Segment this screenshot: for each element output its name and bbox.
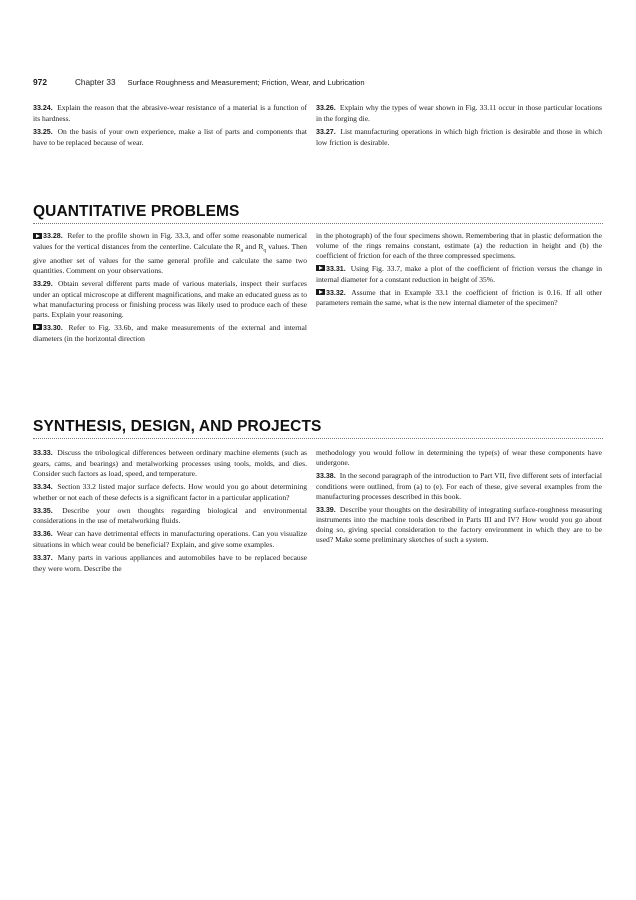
problem-33-33	[33, 448, 307, 479]
problem-33-27	[316, 127, 602, 148]
section-divider	[33, 223, 603, 224]
synthesis-section-heading	[33, 418, 603, 439]
chapter-label: Chapter 33	[74, 78, 116, 87]
problem-number: 33.25.	[33, 127, 53, 136]
quantitative-left-column	[33, 231, 307, 347]
problem-33-28	[33, 231, 307, 276]
problem-33-38	[316, 471, 602, 502]
top-left-column	[33, 103, 307, 151]
problem-number: 33.24.	[33, 104, 53, 112]
problem-text: List manufacturing operations in which high friction is desirable and those in which low friction is desirable.	[316, 126, 602, 147]
quantitative-section-heading	[33, 203, 603, 224]
problem-text: values. Then give another set of values for the same general profile and calculate the same two quantities. Comment on your observations.	[33, 241, 307, 276]
problem-text: In the second paragraph of the introduction to Part VII, five different sets of interfacial conditions were outlined, from (a) to (e). For each of these, give several examples from the manufacturing processes described in this book.	[316, 470, 602, 501]
problem-text: in the photograph) of the four specimens shown. Remembering that in plastic deformation the volume of the rings remains constant, estimate (a) the reduction in height and (b) the coefficient of friction for each of the three compressed specimens.	[316, 231, 602, 260]
top-right-column	[316, 103, 602, 151]
problem-number: 33.37.	[33, 554, 53, 563]
problem-33-31	[316, 264, 602, 285]
problem-text: Describe your own thoughts regarding biological and environmental considerations in the use of metalworking fluids.	[33, 505, 308, 526]
problem-number: 33.26.	[316, 104, 336, 112]
problem-text: Using Fig. 33.7, make a plot of the coefficient of friction versus the change in internal diameter for a constant reduction in height of 35%.	[316, 263, 602, 284]
computer-problem-icon	[316, 289, 325, 295]
section-title: QUANTITATIVE PROBLEMS	[33, 203, 240, 220]
problem-number: 33.29.	[33, 280, 53, 289]
problem-number: 33.39.	[316, 505, 336, 514]
chapter-title: Surface Roughness and Measurement; Friction, Wear, and Lubrication	[127, 78, 365, 87]
synthesis-left-column	[33, 448, 307, 577]
computer-problem-icon	[33, 233, 42, 239]
problem-number: 33.28.	[43, 232, 63, 240]
subscript-q: q	[263, 247, 267, 254]
problem-number: 33.33.	[33, 449, 53, 457]
problem-text: Many parts in various appliances and automobiles have to be replaced because they were worn. Describe the	[33, 553, 307, 574]
problem-text: Describe your thoughts on the desirability of integrating surface-roughness measuring instruments into the machine tools described in Parts III and IV? How would you go about doing so, giving special consideration to the factory environment in which they are to be used? Make some preliminary sketches of such a system.	[316, 504, 603, 545]
problem-text: Refer to the profile shown in Fig. 33.3, and offer some reasonable numerical values for the vertical distances from the centerline. Calculate the R	[33, 231, 307, 251]
problem-number: 33.34.	[33, 482, 53, 491]
problem-number: 33.36.	[33, 530, 53, 539]
problem-33-30	[33, 323, 307, 344]
section-title: SYNTHESIS, DESIGN, AND PROJECTS	[33, 418, 322, 435]
computer-problem-icon	[33, 324, 42, 330]
problem-33-36	[33, 529, 307, 550]
quantitative-right-column	[316, 231, 602, 311]
page-number: 972	[33, 77, 47, 87]
problem-33-35	[33, 506, 307, 527]
problem-33-39	[316, 505, 602, 546]
problem-text: Explain the reason that the abrasive-wear resistance of a material is a function of its hardness.	[33, 103, 307, 123]
problem-number: 33.38.	[316, 471, 336, 480]
problem-33-30-continued	[316, 231, 602, 261]
problem-number: 33.27.	[316, 127, 336, 136]
problem-33-34	[33, 482, 307, 503]
problem-number: 33.35.	[33, 506, 53, 515]
problem-33-24	[33, 103, 307, 124]
problem-number: 33.31.	[326, 264, 346, 273]
problem-text: On the basis of your own experience, make a list of parts and components that have to be replaced because of wear.	[33, 126, 307, 147]
running-header	[33, 77, 603, 91]
problem-text: Obtain several different parts made of various materials, inspect their surfaces under an optical microscope at different magnifications, and make an educated guess as to what manufacturing process or finishing process was likely used to produce each of these parts. Explain your reasoning.	[33, 279, 307, 319]
problem-text: and R	[243, 241, 264, 251]
problem-text: Refer to Fig. 33.6b, and make measurements of the external and internal diameters (in the horizontal direction	[33, 322, 308, 343]
problem-33-26	[316, 103, 602, 124]
subscript-a: a	[240, 247, 244, 254]
problem-33-37-continued	[316, 448, 602, 468]
problem-33-29	[33, 279, 307, 320]
problem-text: Discuss the tribological differences between ordinary machine elements (such as gears, cams, and bearings) and metalworking processes using tools, molds, and dies. Consider such factors as load, speed, and temperature.	[33, 448, 307, 478]
problem-number: 33.30.	[43, 323, 63, 332]
problem-33-37	[33, 553, 307, 574]
problem-33-25	[33, 127, 307, 148]
problem-text: Wear can have detrimental effects in manufacturing operations. Can you visualize situations in which wear could be beneficial? Explain, and give some examples.	[33, 529, 307, 550]
computer-problem-icon	[316, 265, 325, 271]
problem-text: methodology you would follow in determining the type(s) of wear these components have undergone.	[316, 448, 602, 467]
problem-text: Assume that in Example 33.1 the coefficient of friction is 0.16. If all other parameters remain the same, what is the new internal diameter of the specimen?	[316, 287, 602, 308]
problem-text: Explain why the types of wear shown in Fig. 33.11 occur in those particular locations in the forging die.	[316, 103, 602, 123]
problem-number: 33.32.	[326, 288, 346, 297]
problem-text: Section 33.2 listed major surface defects. How would you go about determining whether or not each of these defects is a significant factor in a particular application?	[33, 481, 307, 502]
section-divider	[33, 438, 603, 439]
problem-33-32	[316, 288, 602, 309]
synthesis-right-column	[316, 448, 602, 548]
